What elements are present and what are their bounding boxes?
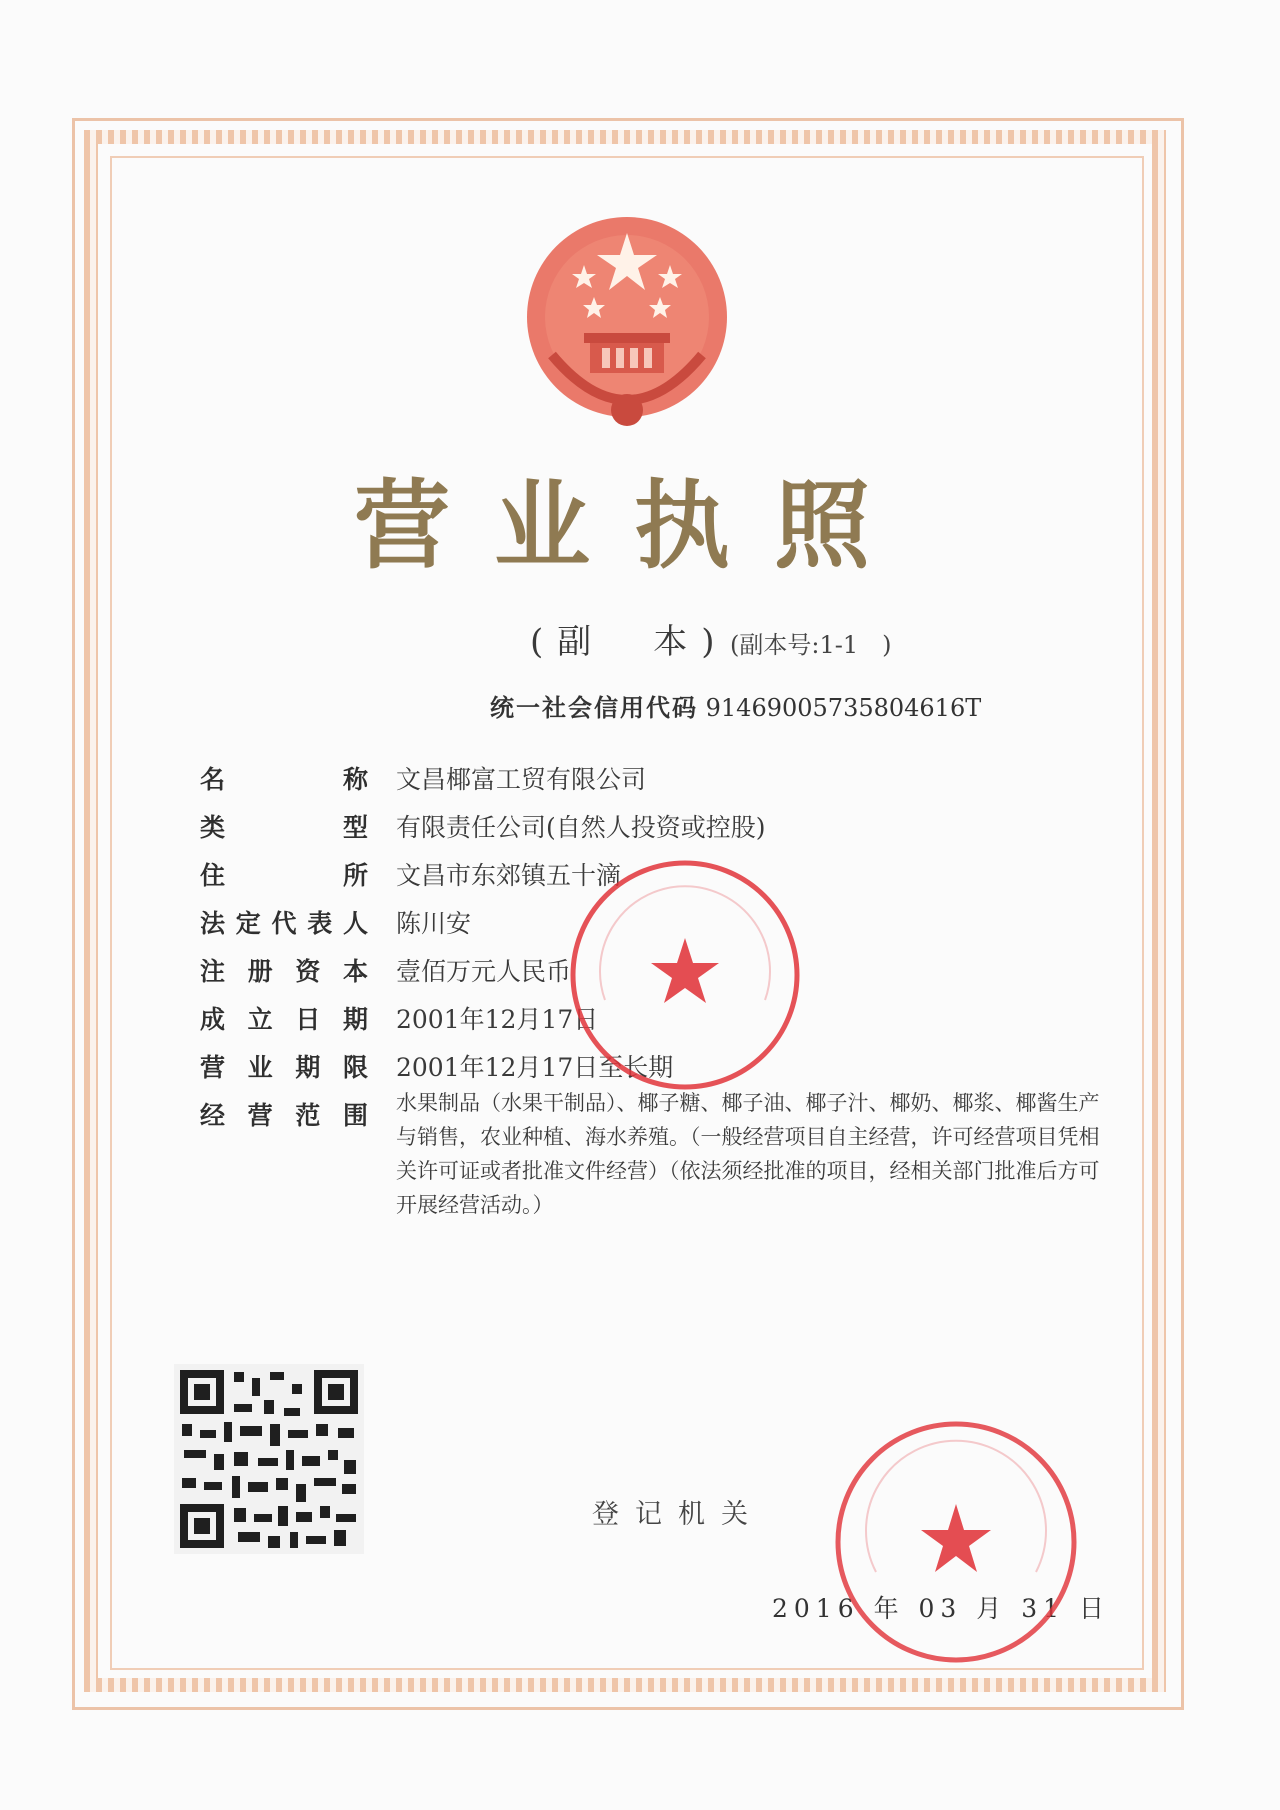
field-scope-value: 水果制品（水果干制品）、椰子糖、椰子油、椰子汁、椰奶、椰浆、椰酱生产与销售，农业种植、海水养殖。（一般经营项目自主经营，许可经营项目凭相关许可证或者批准文件经营）（依法须经批准的项目，经相关部门批准后方可开展经营活动。） xyxy=(396,1091,1100,1217)
credit-code-value: 91469005735804616T xyxy=(705,694,982,722)
field-capital-value: 壹佰万元人民币 xyxy=(396,957,572,986)
field-legal-rep-value: 陈川安 xyxy=(396,909,472,938)
credit-code-row xyxy=(490,688,981,723)
copy-number: (副本号:1-1 ) xyxy=(730,631,892,659)
field-term-value: 2001年12月17日至长期 xyxy=(396,1053,674,1082)
issue-date: 2016 年 03 月 31 日 xyxy=(772,1594,1110,1623)
field-established-value: 2001年12月17日 xyxy=(396,1005,599,1034)
company-seal-icon xyxy=(560,850,810,1100)
document-title: 营业执照 xyxy=(354,470,914,582)
field-name-value: 文昌椰富工贸有限公司 xyxy=(396,765,647,794)
authority-seal-icon xyxy=(826,1412,1086,1672)
national-emblem-icon xyxy=(522,205,732,435)
field-name-label: 名 称 xyxy=(200,765,368,794)
field-established-label: 成 立 日 期 xyxy=(200,1005,368,1034)
field-type-label: 类 型 xyxy=(200,813,368,842)
authority-label: 登记机关 xyxy=(592,1499,764,1530)
field-scope-label: 经 营 范 围 xyxy=(200,1101,368,1130)
field-capital-label: 注 册 资 本 xyxy=(200,957,368,986)
copy-label: (副 本) xyxy=(530,622,729,662)
field-address-value: 文昌市东郊镇五十滴 xyxy=(396,861,622,890)
field-type-value: 有限责任公司(自然人投资或控股) xyxy=(396,813,766,842)
credit-code-label: 统一社会信用代码 xyxy=(490,694,698,722)
qr-code-icon xyxy=(174,1364,364,1554)
field-legal-rep-label: 法 定 代 表 人 xyxy=(200,909,368,938)
field-term-label: 营 业 期 限 xyxy=(200,1053,368,1082)
field-address-label: 住 所 xyxy=(200,861,368,890)
